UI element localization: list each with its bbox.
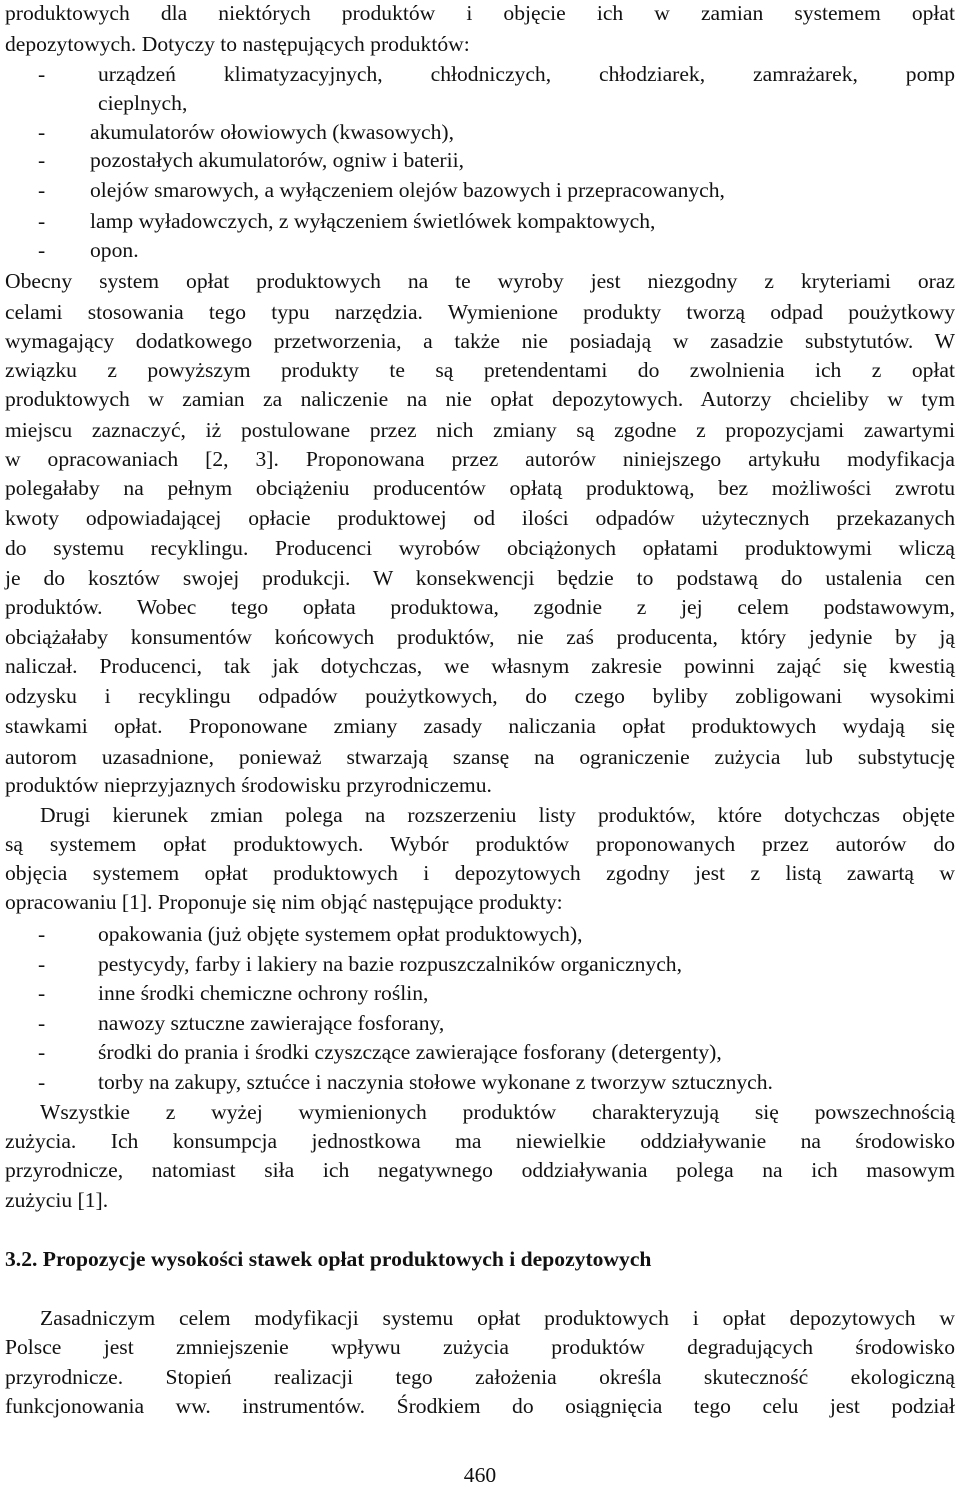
list-dash: -	[38, 178, 46, 202]
list-dash: -	[38, 1011, 46, 1035]
text-line: zużyciu [1].	[5, 1188, 109, 1212]
text-line: Obecny system opłat produktowych na te wyroby jest niezgodny z kryteriami oraz	[5, 269, 955, 293]
list-item: środki do prania i środki czyszczące zawierające fosforany (detergenty),	[98, 1040, 722, 1064]
list-dash: -	[38, 981, 46, 1005]
text-line: przyrodnicze. Stopień realizacji tego założenia określa skuteczność ekologiczną	[5, 1365, 955, 1389]
list-dash: -	[38, 952, 46, 976]
text-line: obciążałaby konsumentów końcowych produktów, nie zaś producenta, który jedynie by ją	[5, 625, 955, 649]
text-line: depozytowych. Dotyczy to następujących produktów:	[5, 32, 470, 56]
text-line: wymagający dodatkowego przetworzenia, a także nie posiadają w zasadzie substytutów. W	[5, 329, 955, 353]
text-line: autorom uzasadnione, ponieważ stwarzają szansę na ograniczenie zużycia lub substytucję	[5, 745, 955, 769]
list-dash: -	[38, 238, 46, 262]
text-line: produktów. Wobec tego opłata produktowa, zgodnie z jej celem podstawowym,	[5, 595, 955, 619]
list-item: opon.	[90, 238, 139, 262]
text-line: zużycia. Ich konsumpcja jednostkowa ma niewielkie oddziaływanie na środowisko	[5, 1129, 955, 1153]
list-item-continuation: cieplnych,	[98, 91, 188, 115]
list-dash: -	[38, 922, 46, 946]
text-line: Drugi kierunek zmian polega na rozszerzeniu listy produktów, które dotychczas objęte	[40, 803, 955, 827]
list-item: urządzeń klimatyzacyjnych, chłodniczych, chłodziarek, zamrażarek, pomp	[98, 62, 955, 86]
text-line: celami stosowania tego typu narzędzia. Wymienione produkty tworzą odpad poużytkowy	[5, 300, 955, 324]
text-line: związku z powyższym produkty te są pretendentami do zwolnienia ich z opłat	[5, 358, 955, 382]
list-item: akumulatorów ołowiowych (kwasowych),	[90, 120, 455, 144]
text-line: do systemu recyklingu. Producenci wyrobów obciążonych opłatami produktowymi wliczą	[5, 536, 955, 560]
list-dash: -	[38, 148, 46, 172]
list-item: inne środki chemiczne ochrony roślin,	[98, 981, 429, 1005]
text-line: Wszystkie z wyżej wymienionych produktów charakteryzują się powszechnością	[40, 1100, 955, 1124]
text-line: są systemem opłat produktowych. Wybór produktów proponowanych przez autorów do	[5, 832, 955, 856]
list-dash: -	[38, 1040, 46, 1064]
text-line: je do kosztów swojej produkcji. W konsekwencji będzie to podstawą do ustalenia cen	[5, 566, 955, 590]
text-line: kwoty odpowiadającej opłacie produktowej od ilości odpadów użytecznych przekazanych	[5, 506, 955, 530]
text-line: naliczał. Producenci, tak jak dotychczas, we własnym zakresie powinni zająć się kwestią	[5, 654, 955, 678]
text-line: odzysku i recyklingu odpadów poużytkowych, do czego byliby zobligowani wysokimi	[5, 684, 955, 708]
list-dash: -	[38, 209, 46, 233]
text-line: produktów nieprzyjaznych środowisku przyrodniczemu.	[5, 773, 492, 797]
list-item: olejów smarowych, a wyłączeniem olejów bazowych i przepracowanych,	[90, 178, 725, 202]
section-heading: 3.2. Propozycje wysokości stawek opłat produktowych i depozytowych	[5, 1247, 652, 1271]
list-item: nawozy sztuczne zawierające fosforany,	[98, 1011, 445, 1035]
list-item: opakowania (już objęte systemem opłat produktowych),	[98, 922, 583, 946]
text-line: funkcjonowania ww. instrumentów. Środkiem do osiągnięcia tego celu jest podział	[5, 1394, 955, 1418]
text-line: stawkami opłat. Proponowane zmiany zasady naliczania opłat produktowych wydają się	[5, 714, 955, 738]
text-line: produktowych w zamian za naliczenie na nie opłat depozytowych. Autorzy chcieliby w tym	[5, 387, 955, 411]
list-dash: -	[38, 120, 46, 144]
list-item: torby na zakupy, sztućce i naczynia stołowe wykonane z tworzyw sztucznych.	[98, 1070, 773, 1094]
text-line: opracowaniu [1]. Proponuje się nim objąć następujące produkty:	[5, 890, 563, 914]
text-line: miejscu zaznaczyć, iż postulowane przez nich zmiany są zgodne z propozycjami zawartymi	[5, 418, 955, 442]
list-item: lamp wyładowczych, z wyłączeniem świetlówek kompaktowych,	[90, 209, 656, 233]
list-item: pozostałych akumulatorów, ogniw i baterii,	[90, 148, 464, 172]
text-line: przyrodnicze, natomiast siła ich negatywnego oddziaływania polega na ich masowym	[5, 1158, 955, 1182]
text-line: Polsce jest zmniejszenie wpływu zużycia produktów degradujących środowisko	[5, 1335, 955, 1359]
text-line: w opracowaniach [2, 3]. Proponowana przez autorów niniejszego artykułu modyfikacja	[5, 447, 955, 471]
list-dash: -	[38, 1070, 46, 1094]
text-line: Zasadniczym celem modyfikacji systemu opłat produktowych i opłat depozytowych w	[40, 1306, 955, 1330]
page-number: 460	[463, 1463, 497, 1487]
text-line: polegałaby na pełnym obciążeniu producentów opłatą produktową, bez możliwości zwrotu	[5, 476, 955, 500]
text-line: produktowych dla niektórych produktów i objęcie ich w zamian systemem opłat	[5, 1, 955, 25]
list-dash: -	[38, 62, 46, 86]
list-item: pestycydy, farby i lakiery na bazie rozpuszczalników organicznych,	[98, 952, 682, 976]
text-line: objęcia systemem opłat produktowych i depozytowych zgodny jest z listą zawartą w	[5, 861, 955, 885]
